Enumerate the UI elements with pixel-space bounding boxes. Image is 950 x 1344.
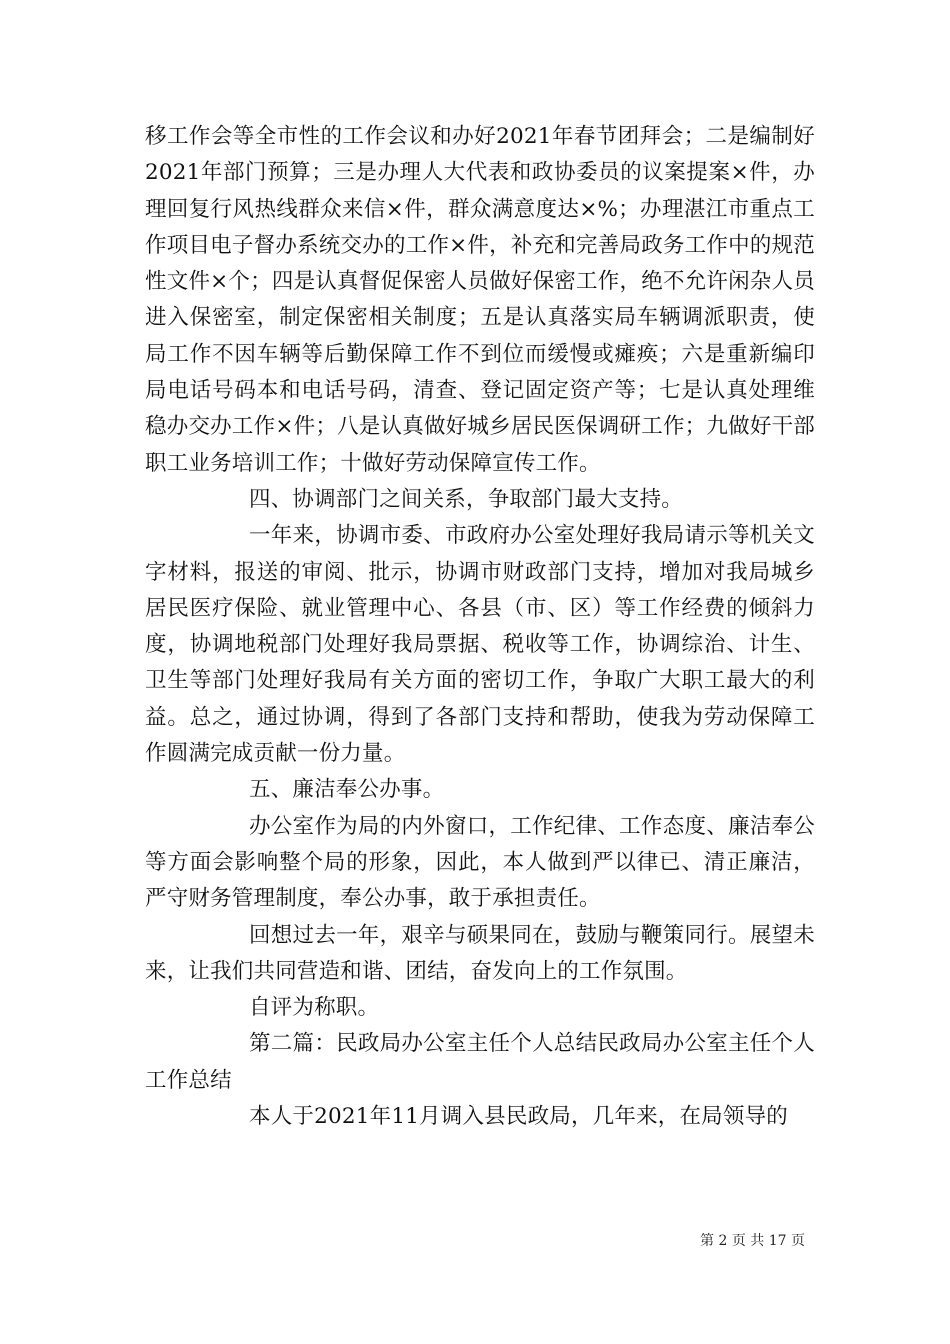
paragraph-continuation: 移工作会等全市性的工作会议和办好2021年春节团拜会；二是编制好2021年部门预算；三是办理人大代表和政协委员的议案提案×件，办理回复行风热线群众来信×件，群众满意度达×%；办理湛江市重点工作项目电子督办系统交办的工作×件，补充和完善局政务工作中的规范性文件×个；四是认真督促保密人员做好保密工作，绝不允许闲杂人员进入保密室，制定保密相关制度；五是认真落实局车辆调派职责，使局工作不因车辆等后勤保障工作不到位而缓慢或瘫痪；六是重新编印局电话号码本和电话号码，清查、登记固定资产等；七是认真处理维稳办交办工作×件；八是认真做好城乡居民医保调研工作；九做好干部职工业务培训工作；十做好劳动保障宣传工作。 [145,124,815,476]
section-heading-integrity: 五、廉洁奉公办事。 [249,777,445,803]
section-heading-coordination: 四、协调部门之间关系，争取部门最大支持。 [249,486,684,512]
paragraph-second-intro: 本人于2021年11月调入县民政局，几年来，在局领导的 [249,1104,788,1130]
paragraph-review: 回想过去一年，艰辛与硕果同在，鼓励与鞭策同行。展望未来，让我们共同营造和谐、团结，奋发向上的工作氛围。 [145,922,815,984]
page-number-footer: 第 2 页 共 17 页 [700,1233,805,1249]
paragraph-coordination: 一年来，协调市委、市政府办公室处理好我局请示等机关文字材料，报送的审阅、批示，协调市财政部门支持，增加对我局城乡居民医疗保险、就业管理中心、各县（市、区）等工作经费的倾斜力度，协调地税部门处理好我局票据、税收等工作，协调综治、计生、卫生等部门处理好我局有关方面的密切工作，争取广大职工最大的利益。总之，通过协调，得到了各部门支持和帮助，使我为劳动保障工作圆满完成贡献一份力量。 [145,523,815,767]
paragraph-self-evaluation: 自评为称职。 [249,995,380,1021]
document-body [145,119,815,1135]
article-title-second: 第二篇：民政局办公室主任个人总结民政局办公室主任个人工作总结 [145,1031,815,1093]
paragraph-integrity: 办公室作为局的内外窗口，工作纪律、工作态度、廉洁奉公等方面会影响整个局的形象，因此，本人做到严以律已、清正廉洁，严守财务管理制度，奉公办事，敢于承担责任。 [145,813,815,912]
